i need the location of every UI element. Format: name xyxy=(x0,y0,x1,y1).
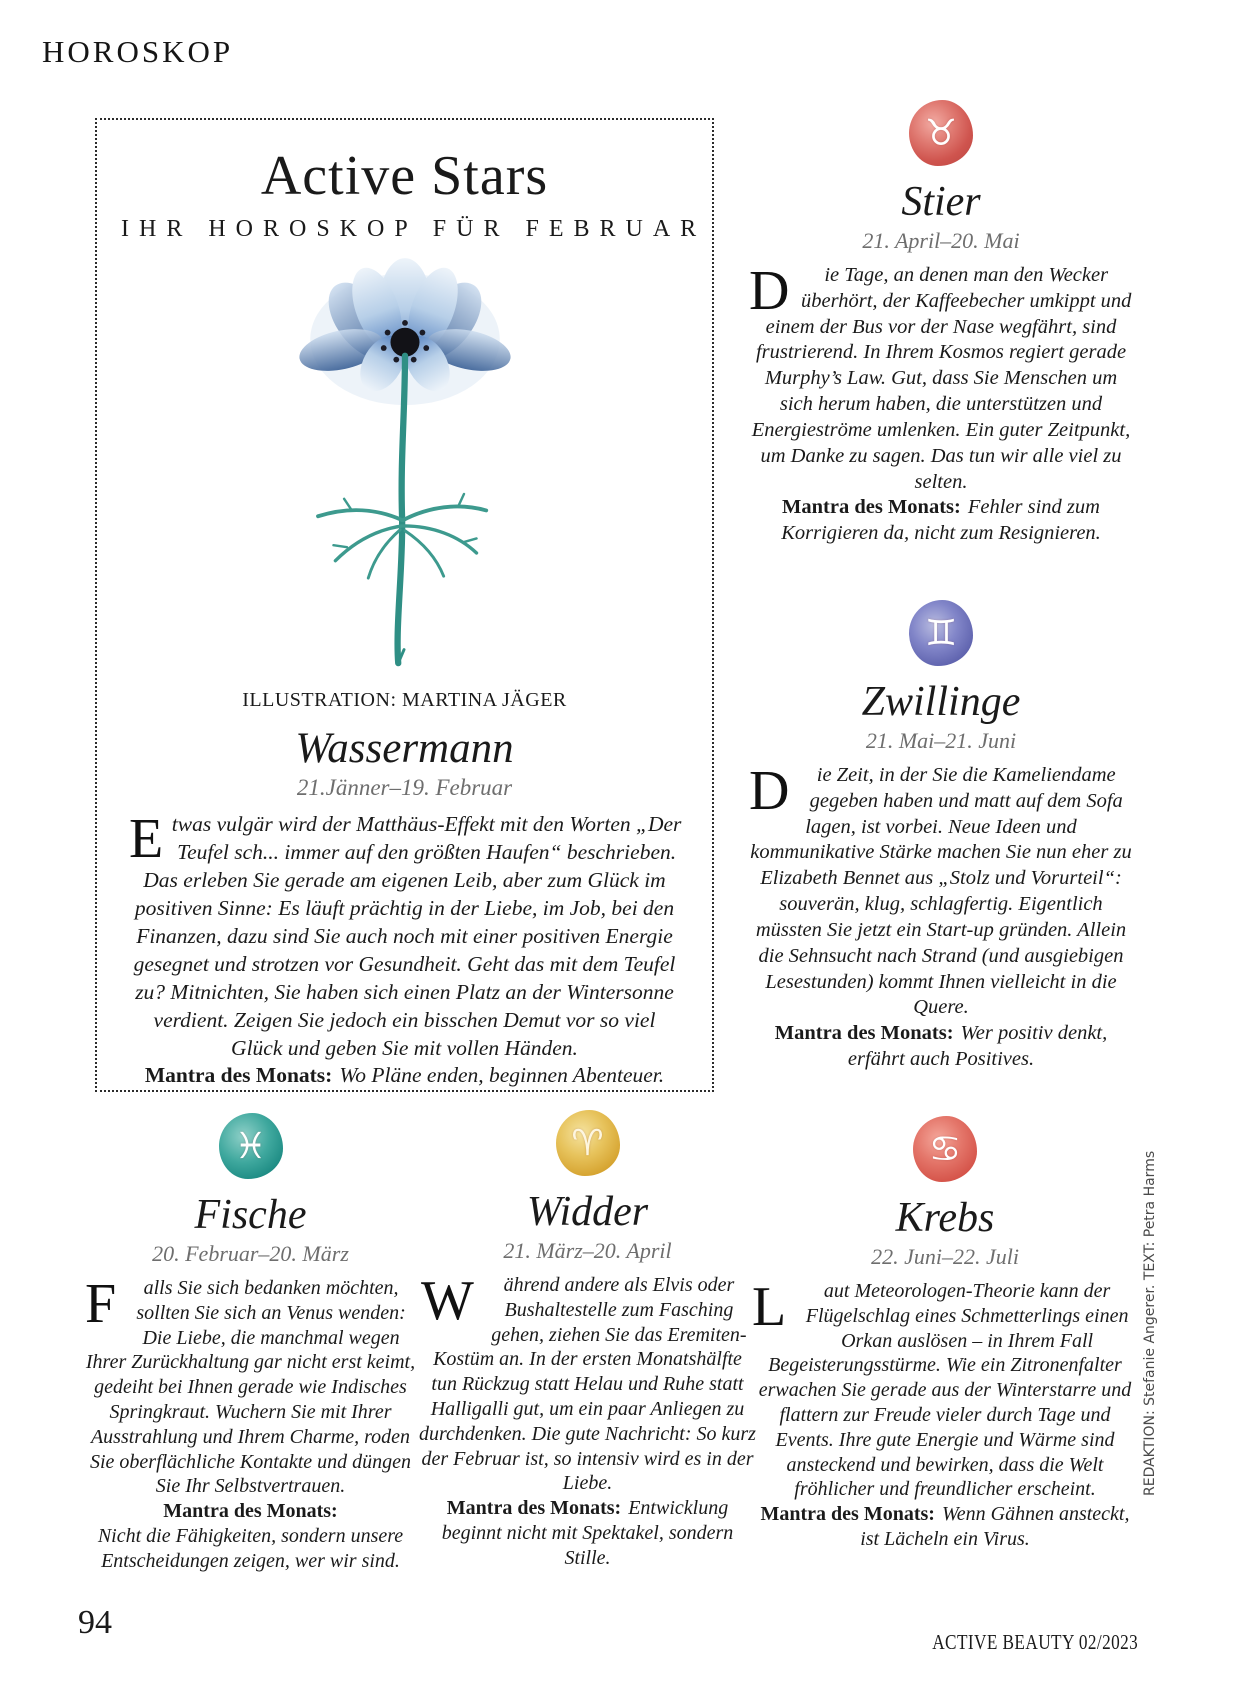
gemini-zodiac-icon xyxy=(909,600,973,666)
mantra-text-widder: Entwicklung beginnt nicht mit Spektakel, sondern Stille. xyxy=(441,1497,734,1569)
feature-subtitle: IHR HOROSKOP FÜR FEBRUAR xyxy=(121,216,707,242)
mantra-zwillinge xyxy=(747,1021,1135,1073)
horoscope-body-krebs: aut Meteorologen-Theorie kann der Flügelschlag eines Schmetterlings einen Orkan auslösen – in Ihrem Fall Begeisterungsstürme. Wie ein Zitronenfalter erwachen Sie gerade aus der Winterstarre und flattern zur Freude vieler durch Tage und Events. Ihre gute Energie und Wärme sind ansteckend und bewirken, dass die Welt fröhlicher und freundlicher erscheint. xyxy=(758,1280,1132,1501)
mantra-label-stier: Mantra des Monats: xyxy=(782,496,961,519)
section-krebs xyxy=(750,1116,1140,1552)
illustration-credit: ILLUSTRATION: MARTINA JÄGER xyxy=(242,689,567,711)
horoscope-text-fische xyxy=(83,1273,418,1499)
cancer-zodiac-icon xyxy=(913,1116,977,1182)
feature-box xyxy=(95,118,714,1092)
sign-body-zwillinge xyxy=(747,760,1135,1073)
taurus-zodiac-icon xyxy=(909,100,973,166)
horoscope-body-fische: alls Sie sich bedanken möchten, sollten Sie sich an Venus wenden: Die Liebe, die manchmal wegen Ihrer Zurückhaltung gar nicht erst keimt, gedeiht bei Ihnen gerade wie Indisches Springkraut. Wuchern Sie mit Ihrer Ausstrahlung und Ihrem Charme, roden Sie oberflächliche Kontakte und düngen Sie Ihr Selbstvertrauen. xyxy=(85,1277,416,1498)
dropcap-zwillinge: D xyxy=(749,760,790,822)
mantra-text-fische: Nicht die Fähigkeiten, sondern unsere Entscheidungen zeigen, wer wir sind. xyxy=(97,1524,404,1572)
sign-date-widder: 21. März–20. April xyxy=(503,1238,672,1263)
horoscope-text-stier xyxy=(747,260,1135,495)
horoscope-body-wassermann: twas vulgär wird der Matthäus-Effekt mit den Worten „Der Teufel sch... immer auf den größten Haufen“ beschrieben. Das erleben Sie gerade am eigenen Leib, aber zum Glück im positiven Sinne: Es läuft prächtig in der Liebe, im Job, bei den Finanzen, dazu sind Sie auch noch mit einer positiven Energie gesegnet und strotzen vor Gesundheit. Geht das mit dem Teufel zu? Mitnichten, Sie haben sich einen Platz an der Wintersonne verdient. Zeigen Sie jedoch ein bisschen Demut vor so viel Glück und geben Sie mit vollen Händen. xyxy=(133,812,682,1060)
dropcap-krebs: L xyxy=(752,1276,787,1338)
sign-body-stier xyxy=(747,260,1135,547)
section-fische xyxy=(83,1113,418,1574)
sign-title-widder: Widder xyxy=(526,1189,649,1235)
mantra-stier xyxy=(747,495,1135,547)
horoscope-text-widder xyxy=(419,1270,756,1496)
horoscope-text-zwillinge xyxy=(747,760,1135,1021)
horoscope-text-wassermann xyxy=(127,808,682,1062)
editorial-credit: REDAKTION: Stefanie Angerer. TEXT: Petra Harms xyxy=(1142,1150,1158,1496)
sign-title-fische: Fische xyxy=(194,1192,307,1238)
sign-date-fische: 20. Februar–20. März xyxy=(152,1241,349,1266)
dropcap-stier: D xyxy=(749,260,790,322)
sign-date-wassermann: 21.Jänner–19. Februar xyxy=(296,775,513,800)
mantra-widder xyxy=(419,1496,756,1570)
dropcap-fische: F xyxy=(85,1273,117,1335)
mantra-krebs xyxy=(750,1502,1140,1552)
cancer-symbol: ♋ xyxy=(928,1128,962,1170)
anemone-flower-illustration xyxy=(121,247,688,687)
mantra-label-krebs: Mantra des Monats: xyxy=(760,1503,935,1526)
dropcap-wassermann: E xyxy=(129,808,164,870)
sign-date-zwillinge: 21. Mai–21. Juni xyxy=(865,728,1017,753)
horoscope-text-krebs xyxy=(750,1276,1140,1502)
aries-symbol: ♈ xyxy=(571,1122,604,1164)
mantra-label-fische: Mantra des Monats: xyxy=(163,1500,338,1523)
horoscope-body-zwillinge: ie Zeit, in der Sie die Kameliendame gegeben haben und matt auf dem Sofa lagen, ist vorbei. Neue Ideen und kommunikative Stärke machen Sie nun eher zu Elizabeth Bennet aus „Stolz und Vorurteil“: souverän, klug, schlagfertig. Eigentlich müssten Sie jetzt ein Start-up gründen. Allein die Sehnsucht nach Strand (und ausgiebigen Lesestunden) kommt Ihnen vielleicht in die Quere. xyxy=(750,764,1132,1019)
sign-title-krebs: Krebs xyxy=(895,1195,995,1241)
sign-title-zwillinge: Zwillinge xyxy=(861,679,1021,725)
mantra-text-zwillinge: Wer positiv denkt, erfährt auch Positives. xyxy=(847,1022,1108,1071)
magazine-issue-credit: ACTIVE BEAUTY 02/2023 xyxy=(932,1630,1138,1654)
feature-title: Active Stars xyxy=(260,145,549,207)
mantra-wassermann xyxy=(127,1062,682,1090)
mantra-label-wassermann: Mantra des Monats: xyxy=(144,1063,333,1088)
dropcap-widder: W xyxy=(421,1270,474,1332)
pisces-symbol: ♓ xyxy=(234,1125,267,1167)
section-widder xyxy=(419,1110,756,1571)
sign-body-wassermann xyxy=(127,808,682,1090)
aries-zodiac-icon xyxy=(556,1110,620,1176)
horoscope-body-stier: ie Tage, an denen man den Wecker überhört, der Kaffeebecher umkippt und einem der Bus vor der Nase wegfährt, sind frustrierend. In Ihrem Kosmos regiert gerade Murphy’s Law. Gut, dass Sie Menschen um sich herum haben, die unterstützen und Energieströme umlenken. Ein guter Zeitpunkt, um Danke zu sagen. Das tun wir alle viel zu selten. xyxy=(751,264,1132,493)
page-kicker: HOROSKOP xyxy=(42,34,234,69)
page-number: 94 xyxy=(78,1604,112,1641)
sign-body-fische xyxy=(83,1273,418,1574)
gemini-symbol: ♊ xyxy=(924,612,958,654)
pisces-zodiac-icon xyxy=(219,1113,283,1179)
mantra-fische xyxy=(83,1499,418,1573)
mantra-text-krebs: Wenn Gähnen ansteckt, ist Lächeln ein Virus. xyxy=(860,1503,1130,1550)
taurus-symbol: ♉ xyxy=(924,112,958,154)
sign-title-wassermann: Wassermann xyxy=(295,725,514,772)
sign-title-stier: Stier xyxy=(901,179,981,225)
sign-date-krebs: 22. Juni–22. Juli xyxy=(871,1244,1019,1269)
section-stier xyxy=(747,100,1135,547)
sign-date-stier: 21. April–20. Mai xyxy=(862,228,1020,253)
section-zwillinge xyxy=(747,600,1135,1073)
horoscope-body-widder: ährend andere als Elvis oder Bushaltestelle zum Fasching gehen, ziehen Sie das Eremiten-Kostüm an. In der ersten Monatshälfte tun Rückzug statt Helau und Ruhe statt Halligalli gut, um ein paar Anliegen zu durchdenken. Die gute Nachricht: So kurz der Februar ist, so intensiv wird es in der Liebe. xyxy=(419,1274,756,1495)
mantra-text-wassermann: Wo Pläne enden, beginnen Abenteuer. xyxy=(339,1063,665,1088)
sign-body-krebs xyxy=(750,1276,1140,1552)
mantra-label-zwillinge: Mantra des Monats: xyxy=(774,1022,954,1045)
sign-body-widder xyxy=(419,1270,756,1571)
mantra-label-widder: Mantra des Monats: xyxy=(446,1497,622,1520)
mantra-text-stier: Fehler sind zum Korrigieren da, nicht zum Resignieren. xyxy=(781,496,1101,545)
